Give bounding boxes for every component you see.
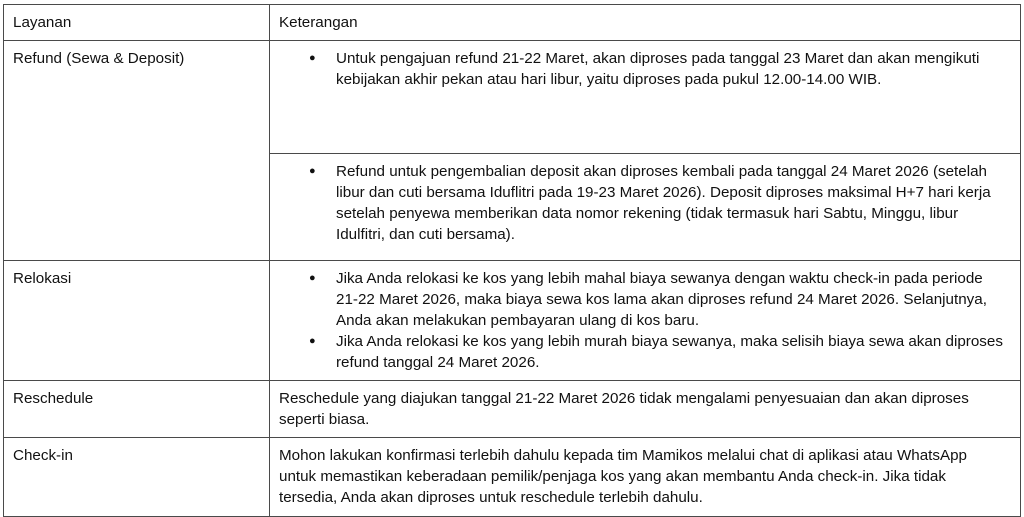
header-service: Layanan <box>4 5 270 41</box>
service-checkin: Check-in <box>4 438 270 517</box>
table-row-refund <box>4 41 1021 154</box>
refund-list-2 <box>279 161 1004 245</box>
refund-list-1 <box>279 48 1004 90</box>
service-refund: Refund (Sewa & Deposit) <box>4 41 270 261</box>
table-row-checkin <box>4 438 1021 517</box>
service-reschedule: Reschedule <box>4 381 270 438</box>
table-row-reschedule <box>4 381 1021 438</box>
list-item: ● Refund untuk pengembalian deposit akan diproses kembali pada tanggal 24 Maret 2026 (setelah libur dan cuti bersama Iduflitri pada 19-23 Maret 2026). Deposit diproses maksimal H+7 hari kerja setelah penyewa memberikan data nomor rekening (tidak termasuk hari Sabtu, Minggu, libur Idulfitri, dan cuti bersama). <box>336 161 1004 245</box>
table-row-relokasi <box>4 261 1021 381</box>
relokasi-description <box>270 261 1021 381</box>
header-description: Keterangan <box>270 5 1021 41</box>
refund-block-2 <box>270 154 1021 261</box>
service-relokasi: Relokasi <box>4 261 270 381</box>
list-item: ● Untuk pengajuan refund 21-22 Maret, akan diproses pada tanggal 23 Maret dan akan mengikuti kebijakan akhir pekan atau hari libur, yaitu diproses pada pukul 12.00-14.00 WIB. <box>336 48 1004 90</box>
list-item: ● Jika Anda relokasi ke kos yang lebih murah biaya sewanya, maka selisih biaya sewa akan diproses refund tanggal 24 Maret 2026. <box>336 331 1004 373</box>
table-header-row <box>4 5 1021 41</box>
refund-block-1 <box>270 41 1021 154</box>
reschedule-description: Reschedule yang diajukan tanggal 21-22 Maret 2026 tidak mengalami penyesuaian dan akan diproses seperti biasa. <box>270 381 1021 438</box>
checkin-description: Mohon lakukan konfirmasi terlebih dahulu kepada tim Mamikos melalui chat di aplikasi atau WhatsApp untuk memastikan keberadaan pemilik/penjaga kos yang akan membantu Anda check-in. Jika tidak tersedia, Anda akan diproses untuk reschedule terlebih dahulu. <box>270 438 1021 517</box>
list-item: ● Jika Anda relokasi ke kos yang lebih mahal biaya sewanya dengan waktu check-in pada periode 21-22 Maret 2026, maka biaya sewa kos lama akan diproses refund 24 Maret 2026. Selanjutnya, Anda akan melakukan pembayaran ulang di kos baru. <box>336 268 1004 331</box>
policy-table-container <box>3 4 1020 517</box>
relokasi-list <box>279 268 1004 373</box>
policy-table <box>3 4 1021 517</box>
